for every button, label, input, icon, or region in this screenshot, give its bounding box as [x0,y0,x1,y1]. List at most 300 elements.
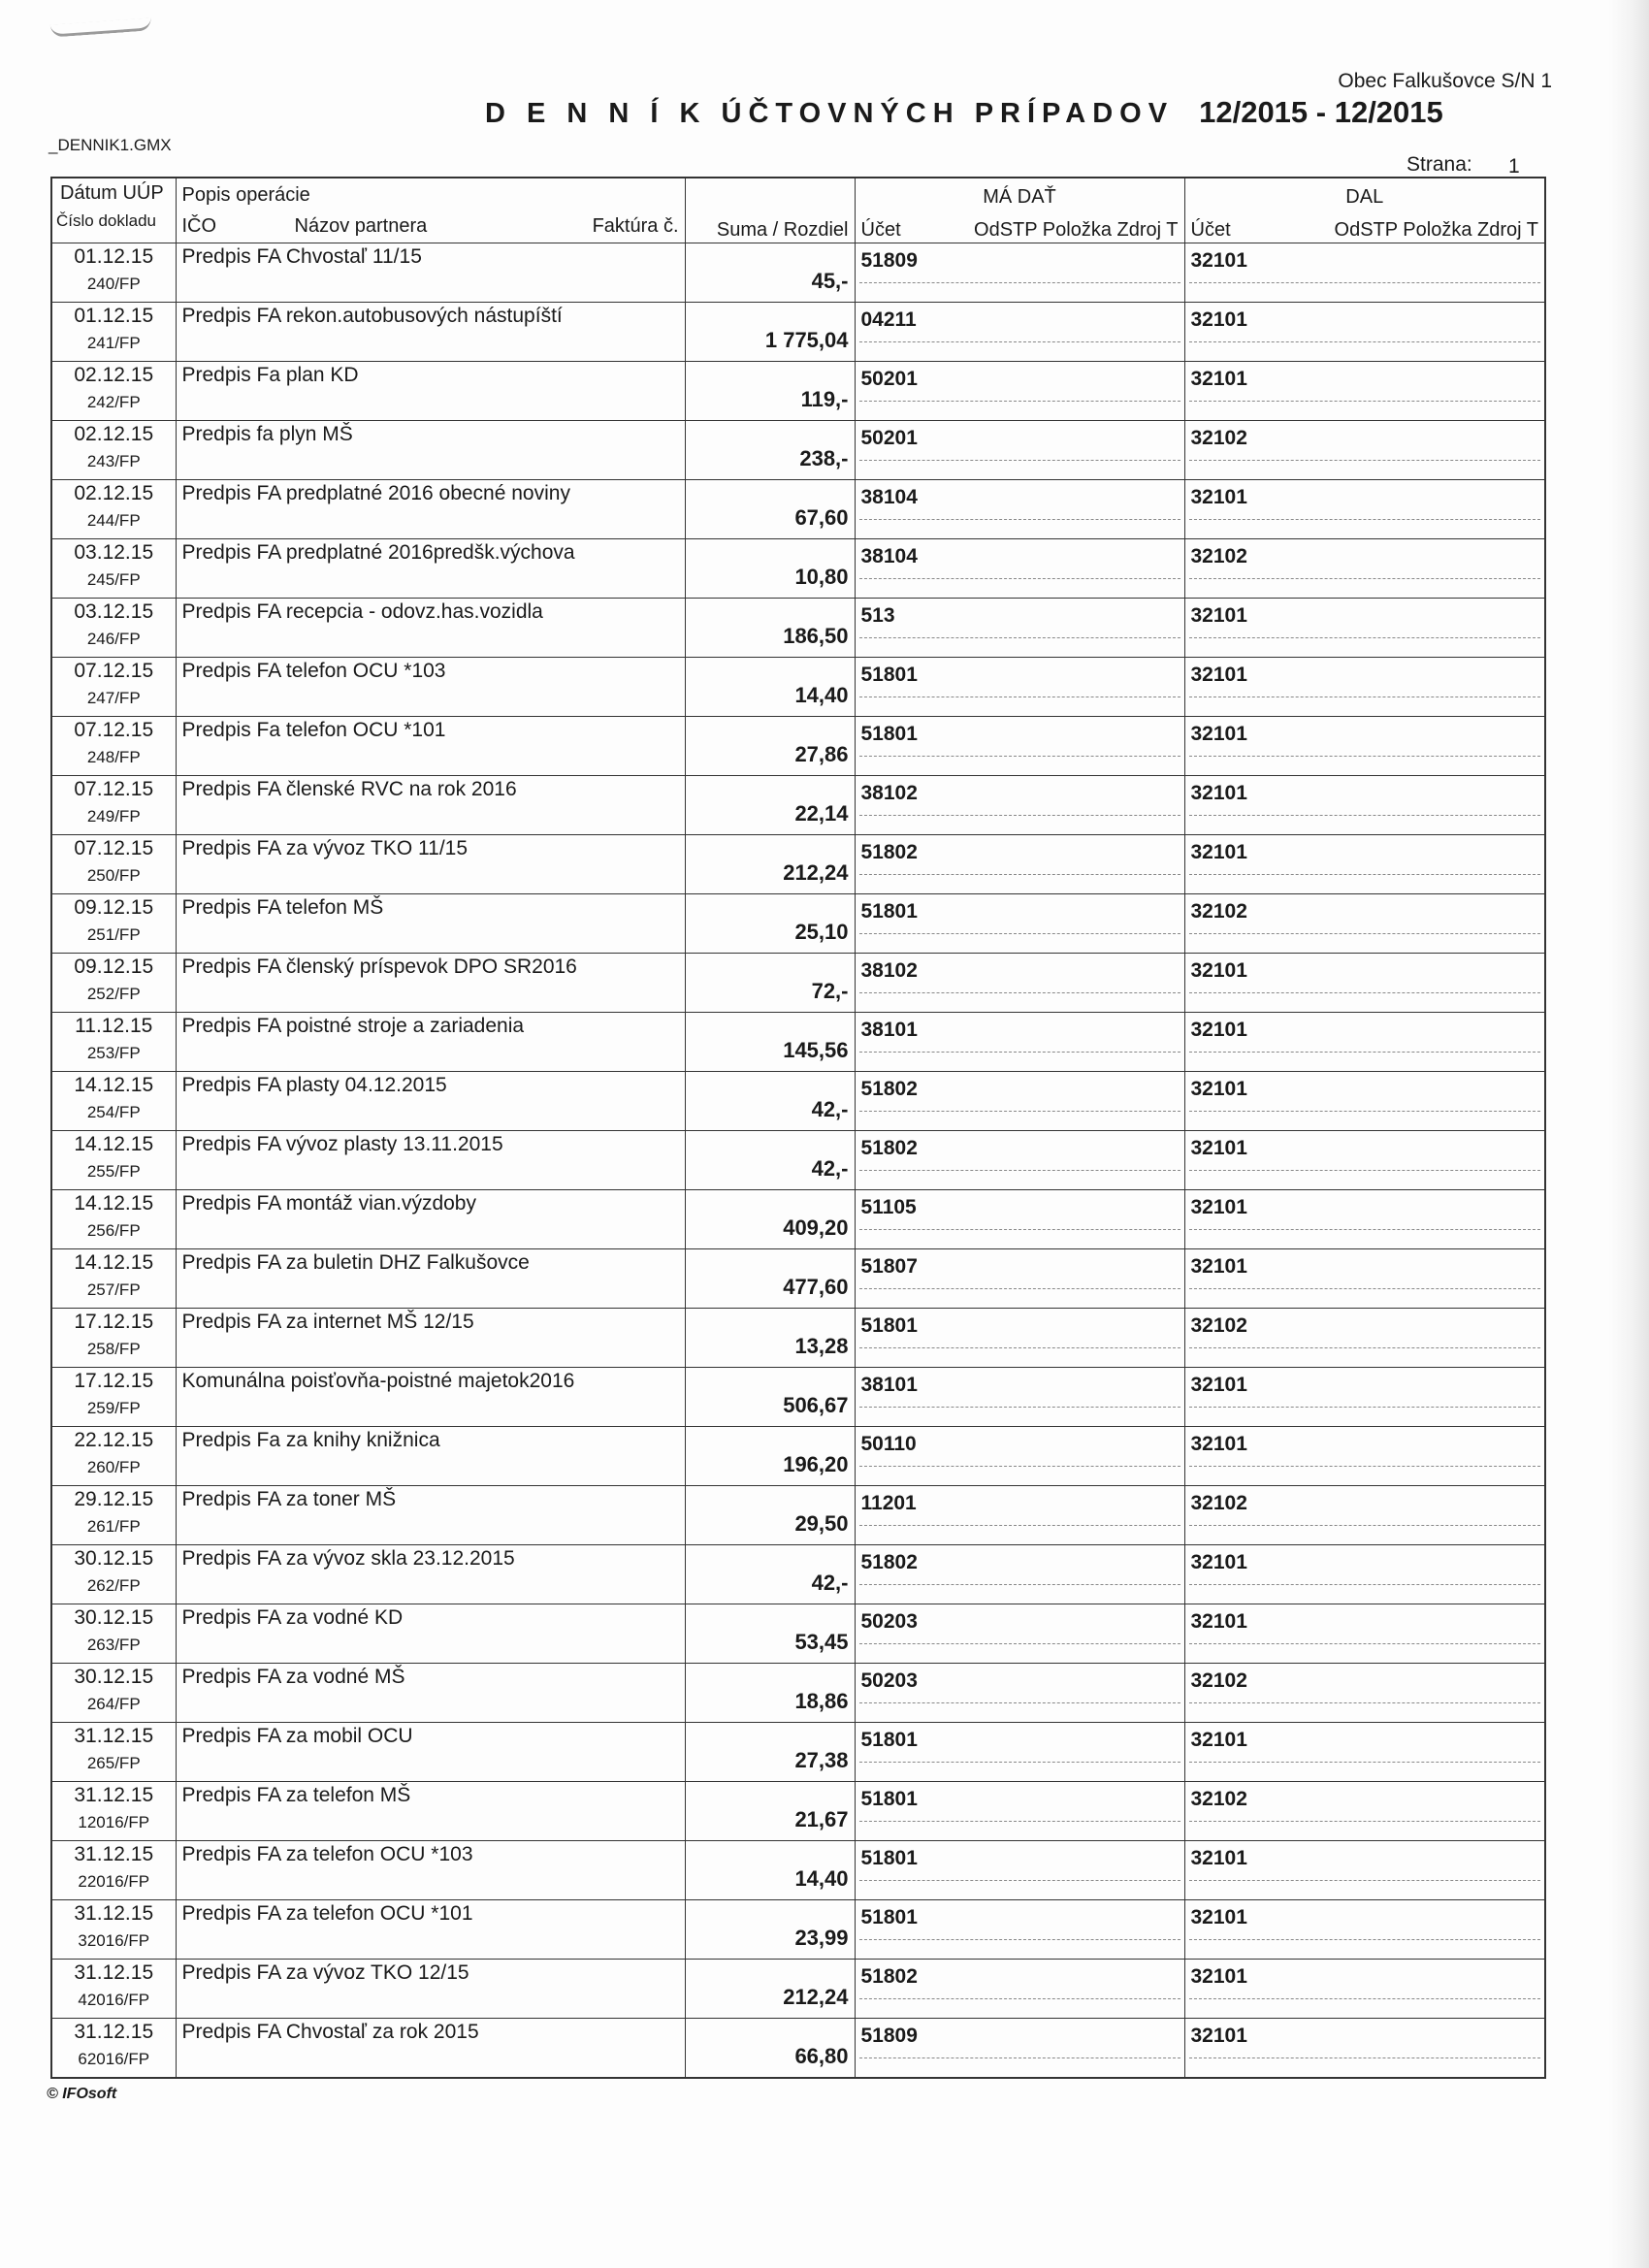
table-row [51,835,1545,894]
credit-cell [1184,362,1545,421]
document-number: 250/FP [86,866,141,885]
debit-cell [855,894,1184,954]
debit-cell [855,1486,1184,1545]
debit-account: 50203 [860,1610,918,1633]
date-cell [51,835,176,894]
table-row [51,1841,1545,1900]
credit-account: 32101 [1190,1610,1247,1633]
col-date-label: Dátum UÚP [60,182,164,204]
description-cell [176,1900,685,1960]
debit-account: 51802 [860,1078,918,1100]
debit-cell [855,303,1184,362]
description-cell [176,835,685,894]
scan-edge-shadow [1608,0,1649,2268]
dotted-line [1189,1111,1541,1112]
table-row [51,1664,1545,1723]
table-row [51,1309,1545,1368]
amount-value: 45,- [811,269,849,293]
description-cell [176,1072,685,1131]
amount-cell [685,776,855,835]
entry-date: 07.12.15 [74,719,154,741]
debit-account: 50203 [860,1669,918,1692]
table-row [51,243,1545,303]
date-cell [51,1368,176,1427]
table-row [51,2019,1545,2079]
debit-cell [855,835,1184,894]
amount-cell [685,303,855,362]
table-row [51,1604,1545,1664]
dotted-line [1189,1170,1541,1171]
description-cell [176,421,685,480]
description-cell [176,1545,685,1604]
document-number: 249/FP [86,807,141,826]
amount-value: 506,67 [783,1393,849,1417]
dotted-line [1189,1288,1541,1289]
table-header-row [51,178,1545,243]
document-number: 42016/FP [78,1991,150,2009]
dotted-line [859,815,1180,816]
debit-account: 38101 [860,1374,918,1396]
entry-date: 31.12.15 [74,1961,154,1984]
debit-account: 51801 [860,900,918,923]
debit-cell [855,776,1184,835]
table-row [51,1960,1545,2019]
operation-description: Predpis Fa plan KD [181,364,359,386]
amount-value: 13,28 [794,1334,849,1358]
amount-cell [685,2019,855,2079]
dotted-line [1189,1584,1541,1585]
debit-cell [855,2019,1184,2079]
credit-cell [1184,1782,1545,1841]
description-cell [176,303,685,362]
date-cell [51,1960,176,2019]
dotted-line [1189,1052,1541,1053]
credit-account: 32101 [1190,723,1247,745]
operation-description: Predpis FA členské RVC na rok 2016 [181,778,517,800]
entry-date: 31.12.15 [74,1784,154,1806]
entry-date: 02.12.15 [74,482,154,504]
credit-cell [1184,243,1545,303]
description-cell [176,658,685,717]
dotted-line [1189,341,1541,342]
date-cell [51,1604,176,1664]
date-cell [51,243,176,303]
credit-cell [1184,835,1545,894]
entry-date: 14.12.15 [74,1074,154,1096]
table-row [51,599,1545,658]
description-cell [176,243,685,303]
debit-account: 51801 [860,1847,918,1869]
credit-account: 32102 [1190,545,1247,567]
entry-date: 31.12.15 [74,1725,154,1747]
date-cell [51,954,176,1013]
operation-description: Predpis FA za telefon OCU *103 [181,1843,473,1865]
debit-account: 04211 [860,308,917,331]
credit-account: 32101 [1190,308,1247,331]
date-cell [51,599,176,658]
debit-account: 51809 [860,249,918,272]
entry-date: 30.12.15 [74,1666,154,1688]
credit-cell [1184,1664,1545,1723]
dotted-line [1189,1821,1541,1822]
debit-group-label: MÁ DAŤ [983,186,1056,208]
description-cell [176,1782,685,1841]
dotted-line [1189,1998,1541,1999]
dotted-line [859,1288,1180,1289]
date-cell [51,1131,176,1190]
debit-cell [855,243,1184,303]
document-number: 244/FP [86,511,141,530]
debit-cell [855,1664,1184,1723]
dotted-line [1189,1347,1541,1348]
debit-account: 51801 [860,1314,918,1337]
debit-cell [855,1723,1184,1782]
page-number: 1 [1508,155,1520,178]
amount-cell [685,658,855,717]
dotted-line [859,1643,1180,1644]
dotted-line [1189,1939,1541,1940]
credit-cell [1184,480,1545,539]
operation-description: Predpis FA členský príspevok DPO SR2016 [181,956,577,978]
col-amount-header [685,178,855,243]
amount-value: 42,- [811,1156,849,1181]
description-cell [176,2019,685,2079]
entry-date: 31.12.15 [74,1902,154,1925]
dotted-line [859,1347,1180,1348]
debit-cell [855,1368,1184,1427]
operation-description: Predpis FA Chvostaľ za rok 2015 [181,2021,479,2043]
description-cell [176,1249,685,1309]
debit-cell [855,599,1184,658]
debit-cell [855,1072,1184,1131]
credit-account: 32101 [1190,604,1247,627]
description-cell [176,954,685,1013]
amount-value: 14,40 [794,683,849,707]
date-cell [51,362,176,421]
date-cell [51,1486,176,1545]
dotted-line [1189,578,1541,579]
dotted-line [1189,874,1541,875]
entry-date: 14.12.15 [74,1192,154,1215]
document-number: 251/FP [86,925,141,944]
credit-cell [1184,599,1545,658]
debit-account: 51802 [860,841,918,863]
date-cell [51,658,176,717]
document-number: 256/FP [86,1221,141,1240]
col-doc-label: Číslo dokladu [56,211,157,230]
debit-account: 38102 [860,959,918,982]
credit-account: 32101 [1190,1196,1247,1218]
credit-account: 32101 [1190,1137,1247,1159]
dotted-line [1189,282,1541,283]
entry-date: 14.12.15 [74,1251,154,1274]
credit-account: 32102 [1190,900,1247,923]
amount-cell [685,1960,855,2019]
amount-cell [685,421,855,480]
debit-account: 38104 [860,545,918,567]
document-number: 260/FP [86,1458,141,1476]
debit-account: 51809 [860,2025,918,2047]
credit-cell [1184,1900,1545,1960]
table-row [51,658,1545,717]
credit-cell [1184,658,1545,717]
amount-value: 477,60 [783,1275,849,1299]
debit-account: 51802 [860,1965,918,1988]
operation-description: Predpis FA poistné stroje a zariadenia [181,1015,525,1037]
credit-cell [1184,1960,1545,2019]
table-row [51,1013,1545,1072]
dotted-line [1189,1762,1541,1763]
dotted-line [859,1407,1180,1408]
amount-cell [685,1486,855,1545]
table-row [51,776,1545,835]
table-row [51,1723,1545,1782]
date-cell [51,894,176,954]
amount-cell [685,1604,855,1664]
operation-description: Predpis FA za vývoz skla 23.12.2015 [181,1547,515,1570]
dotted-line [1189,2057,1541,2058]
dotted-line [1189,637,1541,638]
page-label: Strana: [1406,153,1472,176]
amount-cell [685,1723,855,1782]
amount-value: 119,- [800,387,849,411]
credit-cell [1184,1368,1545,1427]
document-number: 245/FP [86,570,141,589]
table-row [51,1190,1545,1249]
credit-account: 32101 [1190,959,1247,982]
credit-account: 32101 [1190,1019,1247,1041]
operation-description: Predpis fa plyn MŠ [181,423,353,445]
document-number: 258/FP [86,1340,141,1358]
description-cell [176,894,685,954]
credit-cell [1184,1841,1545,1900]
amount-value: 196,20 [783,1452,849,1476]
description-cell [176,1190,685,1249]
dotted-line [1189,1229,1541,1230]
table-row [51,480,1545,539]
debit-cell [855,1190,1184,1249]
debit-cell [855,954,1184,1013]
credit-cell [1184,1072,1545,1131]
debit-cell [855,1960,1184,2019]
table-row [51,303,1545,362]
description-cell [176,1841,685,1900]
document-number: 12016/FP [78,1813,150,1831]
credit-account: 32101 [1190,664,1247,686]
debit-cell [855,1782,1184,1841]
amount-value: 212,24 [783,1985,849,2009]
entry-date: 03.12.15 [74,541,154,564]
credit-account: 32101 [1190,1078,1247,1100]
amount-cell [685,1664,855,1723]
dotted-line [859,578,1180,579]
document-number: 254/FP [86,1103,141,1121]
date-cell [51,1190,176,1249]
debit-cell [855,1900,1184,1960]
dotted-line [859,1939,1180,1940]
amount-value: 409,20 [783,1215,849,1240]
credit-account: 32101 [1190,1374,1247,1396]
amount-cell [685,480,855,539]
credit-cell [1184,894,1545,954]
amount-cell [685,1545,855,1604]
operation-description: Predpis FA plasty 04.12.2015 [181,1074,447,1096]
document-number: 240/FP [86,275,141,293]
operation-description: Predpis FA za vodné KD [181,1606,404,1629]
table-row [51,1782,1545,1841]
credit-cell [1184,1604,1545,1664]
debit-account: 51807 [860,1255,918,1278]
document-number: 22016/FP [78,1872,150,1891]
dotted-line [859,756,1180,757]
document-number: 261/FP [86,1517,141,1536]
credit-account: 32101 [1190,1906,1247,1928]
entry-date: 09.12.15 [74,956,154,978]
credit-account: 32101 [1190,249,1247,272]
amount-cell [685,1249,855,1309]
amount-value: 42,- [811,1571,849,1595]
credit-account: 32101 [1190,782,1247,804]
table-row [51,1427,1545,1486]
description-cell [176,480,685,539]
col-ico-label: IČO [181,215,217,237]
col-invoice-label: Faktúra č. [592,215,679,237]
debit-account: 50201 [860,368,918,390]
credit-cell [1184,1131,1545,1190]
credit-cell [1184,1723,1545,1782]
document-title [485,95,1443,130]
operation-description: Predpis FA predplatné 2016predšk.výchova [181,541,575,564]
amount-cell [685,1782,855,1841]
table-row [51,1249,1545,1309]
amount-value: 29,50 [794,1511,849,1536]
date-cell [51,421,176,480]
date-cell [51,776,176,835]
date-cell [51,1782,176,1841]
document-number: 247/FP [86,689,141,707]
amount-cell [685,1368,855,1427]
amount-cell [685,539,855,599]
debit-cell [855,1545,1184,1604]
entry-date: 14.12.15 [74,1133,154,1155]
date-cell [51,1427,176,1486]
date-cell [51,1072,176,1131]
description-cell [176,776,685,835]
table-row [51,362,1545,421]
credit-cell [1184,421,1545,480]
entry-date: 31.12.15 [74,2021,154,2043]
date-cell [51,2019,176,2079]
entry-date: 07.12.15 [74,660,154,682]
description-cell [176,1486,685,1545]
amount-value: 21,67 [794,1807,849,1831]
amount-value: 23,99 [794,1926,849,1950]
document-number: 241/FP [86,334,141,352]
entry-date: 02.12.15 [74,423,154,445]
operation-description: Predpis FA Chvostaľ 11/15 [181,245,422,268]
dotted-line [1189,1643,1541,1644]
dotted-line [859,1525,1180,1526]
operation-description: Predpis FA predplatné 2016 obecné noviny [181,482,570,504]
entry-date: 07.12.15 [74,778,154,800]
dotted-line [1189,460,1541,461]
col-desc-label: Popis operácie [181,184,310,206]
description-cell [176,1309,685,1368]
amount-cell [685,1841,855,1900]
debit-cell [855,717,1184,776]
credit-cell [1184,717,1545,776]
amount-cell [685,599,855,658]
credit-group-label: DAL [1345,186,1384,208]
credit-cell [1184,954,1545,1013]
operation-description: Predpis FA za telefon OCU *101 [181,1902,473,1925]
dotted-line [859,282,1180,283]
debit-account: 11201 [860,1492,917,1514]
amount-cell [685,954,855,1013]
dotted-line [859,1702,1180,1703]
dotted-line [1189,1525,1541,1526]
col-date-header [51,178,176,243]
document-number: 263/FP [86,1636,141,1654]
dotted-line [1189,1702,1541,1703]
description-cell [176,717,685,776]
amount-value: 186,50 [783,624,849,648]
operation-description: Predpis Fa telefon OCU *101 [181,719,446,741]
journal-table [50,177,1546,2079]
title-period: 12/2015 - 12/2015 [1199,95,1443,129]
dotted-line [1189,1407,1541,1408]
amount-value: 53,45 [794,1630,849,1654]
dotted-line [859,933,1180,934]
debit-cell [855,658,1184,717]
amount-value: 27,38 [794,1748,849,1772]
date-cell [51,1723,176,1782]
debit-cell [855,539,1184,599]
operation-description: Predpis FA za vodné MŠ [181,1666,405,1688]
operation-description: Predpis Fa za knihy knižnica [181,1429,440,1451]
document-number: 257/FP [86,1280,141,1299]
document-number: 259/FP [86,1399,141,1417]
dotted-line [859,637,1180,638]
date-cell [51,539,176,599]
operation-description: Predpis FA recepcia - odovz.has.vozidla [181,600,543,623]
credit-account: 32102 [1190,1669,1247,1692]
table-row [51,1545,1545,1604]
date-cell [51,1841,176,1900]
document-number: 265/FP [86,1754,141,1772]
amount-cell [685,894,855,954]
dotted-line [859,1170,1180,1171]
col-amount-label: Suma / Rozdiel [716,219,849,241]
credit-account: 32101 [1190,2025,1247,2047]
debit-cell [855,1309,1184,1368]
amount-value: 145,56 [783,1038,849,1062]
debit-account: 50110 [860,1433,917,1455]
credit-account: 32101 [1190,1847,1247,1869]
debit-cell [855,421,1184,480]
date-cell [51,1900,176,1960]
entry-date: 01.12.15 [74,305,154,327]
dotted-line [859,1880,1180,1881]
entry-date: 01.12.15 [74,245,154,268]
description-cell [176,599,685,658]
date-cell [51,303,176,362]
dotted-line [859,1998,1180,1999]
operation-description: Predpis FA za internet MŠ 12/15 [181,1311,474,1333]
dotted-line [1189,401,1541,402]
credit-cell [1184,1190,1545,1249]
col-partner-label: Názov partnera [294,215,428,237]
